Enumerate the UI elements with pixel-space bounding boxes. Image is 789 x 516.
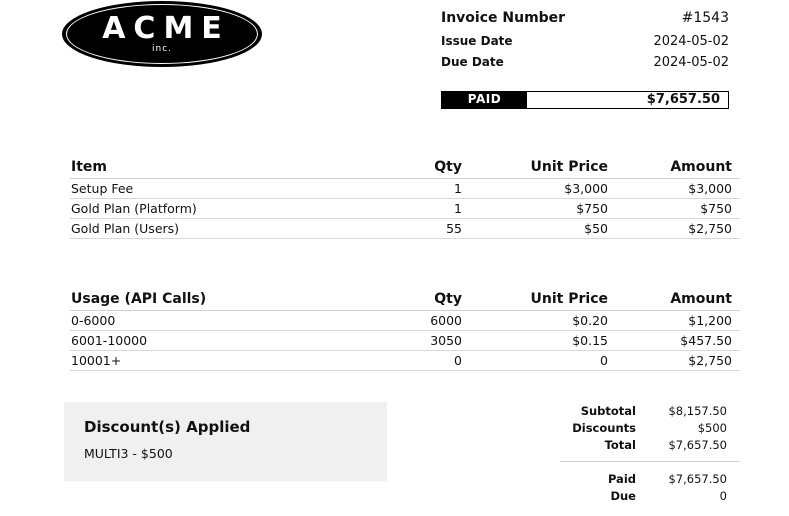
subtotal-value: $8,157.50 bbox=[668, 403, 727, 418]
payment-summary bbox=[560, 470, 740, 504]
item-amount: $3,000 bbox=[616, 178, 740, 198]
table-row bbox=[70, 178, 740, 198]
item-unit-price: $50 bbox=[470, 218, 616, 238]
item-qty: 55 bbox=[350, 218, 470, 238]
invoice-number-row bbox=[441, 10, 729, 26]
item-unit-price: $750 bbox=[470, 198, 616, 218]
column-header-qty: Qty bbox=[350, 288, 470, 310]
items-table bbox=[70, 156, 740, 239]
column-header-item: Item bbox=[70, 156, 350, 178]
paid-value: $7,657.50 bbox=[668, 471, 727, 486]
usage-unit-price: $0.20 bbox=[470, 310, 616, 330]
subtotal-label: Subtotal bbox=[580, 403, 636, 418]
usage-amount: $457.50 bbox=[616, 330, 740, 350]
item-qty: 1 bbox=[350, 178, 470, 198]
usage-tier: 6001-10000 bbox=[70, 330, 350, 350]
item-name: Gold Plan (Platform) bbox=[70, 198, 350, 218]
usage-qty: 0 bbox=[350, 350, 470, 370]
due-date-row bbox=[441, 55, 729, 70]
acme-logo bbox=[62, 1, 262, 67]
paid-row bbox=[560, 470, 740, 487]
invoice-number-label: Invoice Number bbox=[441, 10, 566, 26]
usage-table bbox=[70, 288, 740, 371]
discounts-label: Discounts bbox=[572, 420, 636, 435]
item-amount: $2,750 bbox=[616, 218, 740, 238]
total-value: $7,657.50 bbox=[668, 437, 727, 452]
due-row bbox=[560, 487, 740, 504]
item-unit-price: $3,000 bbox=[470, 178, 616, 198]
total-label: Total bbox=[604, 437, 636, 452]
subtotal-row bbox=[560, 402, 740, 419]
status-badge: PAID bbox=[442, 92, 527, 108]
payment-status-bar bbox=[441, 91, 729, 109]
usage-qty: 3050 bbox=[350, 330, 470, 350]
column-header-amount: Amount bbox=[616, 156, 740, 178]
discounts-row bbox=[560, 419, 740, 436]
logo-sub: inc. bbox=[151, 44, 172, 54]
item-amount: $750 bbox=[616, 198, 740, 218]
usage-tier: 0-6000 bbox=[70, 310, 350, 330]
table-row bbox=[70, 350, 740, 370]
usage-qty: 6000 bbox=[350, 310, 470, 330]
issue-date-value: 2024-05-02 bbox=[653, 34, 729, 49]
usage-amount: $1,200 bbox=[616, 310, 740, 330]
table-row bbox=[70, 198, 740, 218]
table-row bbox=[70, 310, 740, 330]
column-header-qty: Qty bbox=[350, 156, 470, 178]
column-header-unit-price: Unit Price bbox=[470, 156, 616, 178]
due-date-value: 2024-05-02 bbox=[653, 55, 729, 70]
column-header-unit-price: Unit Price bbox=[470, 288, 616, 310]
discount-item: MULTI3 - $500 bbox=[84, 446, 173, 461]
due-label: Due bbox=[610, 488, 636, 503]
column-header-amount: Amount bbox=[616, 288, 740, 310]
invoice-number-value: #1543 bbox=[681, 10, 729, 26]
column-header-usage: Usage (API Calls) bbox=[70, 288, 350, 310]
due-date-label: Due Date bbox=[441, 55, 504, 69]
paid-label: Paid bbox=[607, 471, 636, 486]
item-qty: 1 bbox=[350, 198, 470, 218]
issue-date-label: Issue Date bbox=[441, 34, 513, 48]
issue-date-row bbox=[441, 34, 729, 49]
usage-tier: 10001+ bbox=[70, 350, 350, 370]
discount-panel bbox=[64, 402, 387, 481]
discounts-value: $500 bbox=[697, 420, 727, 435]
table-row bbox=[70, 330, 740, 350]
discount-title: Discount(s) Applied bbox=[84, 418, 251, 436]
table-row bbox=[70, 218, 740, 238]
status-amount: $7,657.50 bbox=[646, 92, 720, 107]
usage-unit-price: $0.15 bbox=[470, 330, 616, 350]
usage-amount: $2,750 bbox=[616, 350, 740, 370]
logo-name: ACME bbox=[102, 11, 230, 46]
item-name: Setup Fee bbox=[70, 178, 350, 198]
table-header-row bbox=[70, 288, 740, 310]
due-value: 0 bbox=[719, 488, 727, 503]
totals-divider bbox=[560, 461, 740, 462]
table-header-row bbox=[70, 156, 740, 178]
totals-summary bbox=[560, 402, 740, 453]
item-name: Gold Plan (Users) bbox=[70, 218, 350, 238]
usage-unit-price: 0 bbox=[470, 350, 616, 370]
total-row bbox=[560, 436, 740, 453]
